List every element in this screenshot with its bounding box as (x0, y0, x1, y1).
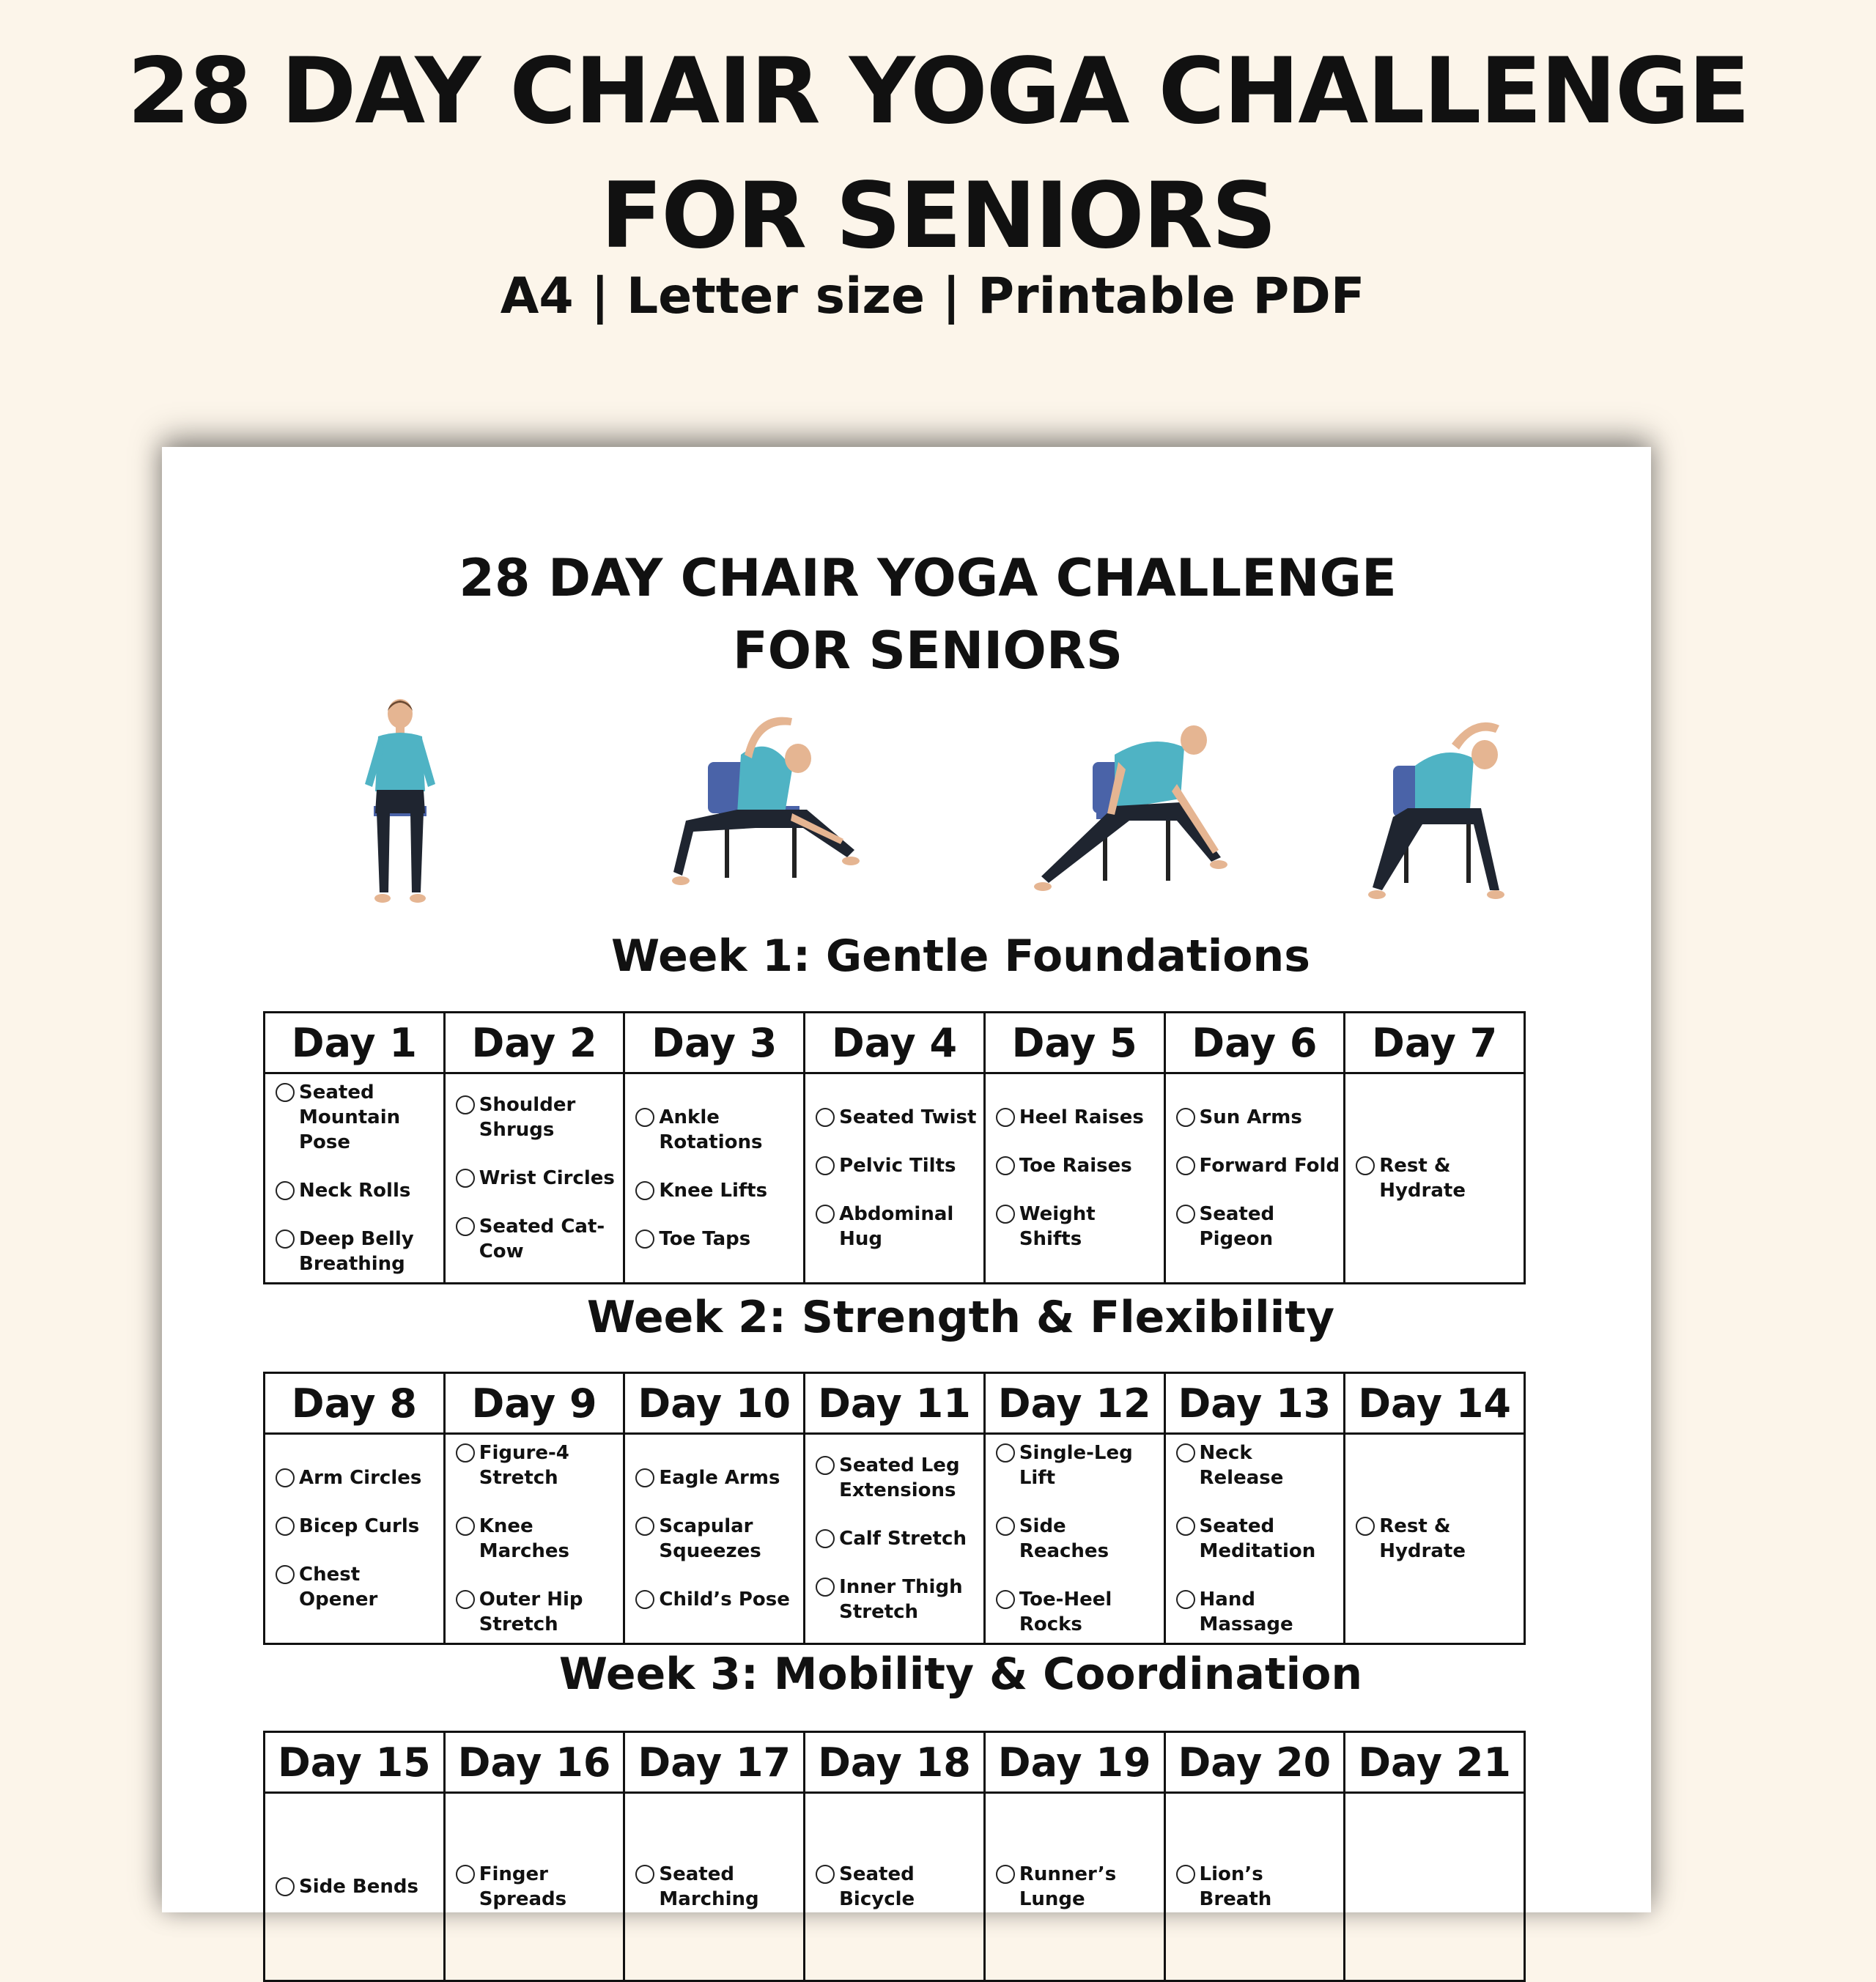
day-cell (624, 1434, 805, 1644)
task-label: Neck Release (1199, 1442, 1284, 1489)
task-checkbox[interactable] (276, 1877, 295, 1896)
task-label: Runner’s Lunge (1019, 1863, 1117, 1910)
sheet-title-line-1: 28 DAY CHAIR YOGA CHALLENGE (459, 548, 1397, 608)
week-2-title: Week 2: Strength & Flexibility (586, 1292, 1335, 1343)
task-checkbox[interactable] (1356, 1517, 1375, 1536)
week-1-title: Week 1: Gentle Foundations (611, 931, 1310, 982)
day-header: Day 8 (265, 1373, 445, 1434)
task-checkbox[interactable] (456, 1517, 475, 1536)
day-cell (805, 1073, 985, 1284)
task-checkbox[interactable] (635, 1181, 654, 1200)
task-label: Side Reaches (1019, 1515, 1109, 1562)
task-checkbox[interactable] (996, 1865, 1015, 1884)
task-row (265, 1434, 1525, 1644)
day-header: Day 6 (1164, 1013, 1345, 1073)
task-checkbox[interactable] (996, 1205, 1015, 1224)
hero-subtitle: A4 | Letter size | Printable PDF (500, 267, 1365, 325)
task-checkbox[interactable] (635, 1590, 654, 1609)
task-checkbox[interactable] (996, 1443, 1015, 1463)
task-item[interactable] (1176, 1862, 1343, 1912)
task-checkbox[interactable] (456, 1217, 475, 1236)
task-row (265, 1793, 1525, 1981)
day-header: Day 16 (444, 1732, 624, 1793)
task-label: Chest Opener (299, 1564, 378, 1611)
day-cell (984, 1793, 1164, 1981)
task-label: Seated Bicycle (839, 1863, 915, 1910)
day-cell (805, 1793, 985, 1981)
task-label: Inner Thigh Stretch (839, 1576, 963, 1623)
task-item[interactable] (456, 1862, 622, 1912)
task-item[interactable] (635, 1227, 802, 1251)
task-item[interactable] (456, 1514, 622, 1564)
day-header: Day 11 (805, 1373, 985, 1434)
seated-side-lunge-stretch-illustration (1027, 711, 1232, 909)
task-label: Figure-4 Stretch (479, 1442, 569, 1489)
task-checkbox[interactable] (816, 1156, 835, 1175)
task-label: Hand Massage (1199, 1589, 1293, 1635)
task-item[interactable] (635, 1178, 802, 1203)
week-3-table (263, 1731, 1526, 1982)
task-checkbox[interactable] (1356, 1156, 1375, 1175)
day-cell (1164, 1434, 1345, 1644)
task-item[interactable] (1176, 1105, 1343, 1130)
task-item[interactable] (635, 1465, 802, 1490)
week-1-table (263, 1011, 1526, 1284)
task-item[interactable] (456, 1092, 622, 1142)
task-checkbox[interactable] (276, 1468, 295, 1487)
day-cell (444, 1793, 624, 1981)
day-header: Day 3 (624, 1013, 805, 1073)
day-cell (265, 1434, 445, 1644)
task-checkbox[interactable] (456, 1590, 475, 1609)
task-checkbox[interactable] (456, 1443, 475, 1463)
day-cell (444, 1073, 624, 1284)
task-item[interactable] (816, 1526, 982, 1551)
day-header: Day 14 (1345, 1373, 1525, 1434)
task-item[interactable] (816, 1862, 982, 1912)
hero-title-line-1: 28 DAY CHAIR YOGA CHALLENGE (127, 39, 1749, 144)
task-checkbox[interactable] (1176, 1590, 1195, 1609)
task-item[interactable] (996, 1587, 1162, 1637)
task-label: Ankle Rotations (659, 1106, 763, 1153)
task-item[interactable] (996, 1153, 1162, 1178)
task-label: Seated Mountain Pose (299, 1081, 401, 1153)
task-item[interactable] (456, 1441, 622, 1490)
task-label: Lion’s Breath (1199, 1863, 1272, 1910)
task-row (265, 1073, 1525, 1284)
task-item[interactable] (1176, 1202, 1343, 1251)
day-cell (1345, 1793, 1525, 1981)
task-checkbox[interactable] (816, 1205, 835, 1224)
day-header: Day 10 (624, 1373, 805, 1434)
task-checkbox[interactable] (1176, 1517, 1195, 1536)
task-item[interactable] (456, 1587, 622, 1637)
day-cell (984, 1073, 1164, 1284)
task-item[interactable] (276, 1465, 442, 1490)
task-checkbox[interactable] (276, 1517, 295, 1536)
task-checkbox[interactable] (635, 1865, 654, 1884)
task-checkbox[interactable] (635, 1517, 654, 1536)
hero-title-line-2: FOR SENIORS (600, 163, 1276, 269)
task-item[interactable] (635, 1587, 802, 1612)
task-checkbox[interactable] (1176, 1156, 1195, 1175)
task-item[interactable] (276, 1514, 442, 1539)
task-checkbox[interactable] (996, 1108, 1015, 1127)
day-cell (1345, 1434, 1525, 1644)
day-header: Day 13 (1164, 1373, 1345, 1434)
task-checkbox[interactable] (816, 1578, 835, 1597)
task-label: Child’s Pose (659, 1589, 790, 1611)
day-cell (265, 1073, 445, 1284)
day-header: Day 1 (265, 1013, 445, 1073)
task-label: Finger Spreads (479, 1863, 567, 1910)
week-2-table (263, 1372, 1526, 1645)
task-item[interactable] (1356, 1514, 1522, 1564)
task-checkbox[interactable] (456, 1865, 475, 1884)
day-header: Day 18 (805, 1732, 985, 1793)
day-header: Day 17 (624, 1732, 805, 1793)
task-item[interactable] (996, 1105, 1162, 1130)
task-label: Knee Lifts (659, 1180, 768, 1202)
day-header-row (265, 1013, 1525, 1073)
task-item[interactable] (276, 1080, 442, 1155)
task-checkbox[interactable] (816, 1865, 835, 1884)
task-item[interactable] (816, 1575, 982, 1624)
task-label: Heel Raises (1019, 1106, 1144, 1128)
task-item[interactable] (276, 1178, 442, 1203)
task-checkbox[interactable] (1176, 1108, 1195, 1127)
task-label: Wrist Circles (479, 1167, 615, 1189)
task-checkbox[interactable] (456, 1095, 475, 1114)
day-cell (984, 1434, 1164, 1644)
task-checkbox[interactable] (996, 1517, 1015, 1536)
task-checkbox[interactable] (635, 1468, 654, 1487)
week-3-title: Week 3: Mobility & Coordination (558, 1649, 1363, 1700)
task-label: Deep Belly Breathing (299, 1228, 414, 1275)
task-label: Toe-Heel Rocks (1019, 1589, 1112, 1635)
day-cell (1164, 1793, 1345, 1981)
task-checkbox[interactable] (276, 1083, 295, 1102)
task-checkbox[interactable] (635, 1108, 654, 1127)
task-checkbox[interactable] (816, 1456, 835, 1475)
task-item[interactable] (635, 1862, 802, 1912)
task-checkbox[interactable] (456, 1169, 475, 1188)
task-item[interactable] (996, 1441, 1162, 1490)
task-label: Calf Stretch (839, 1528, 967, 1550)
task-label: Toe Raises (1019, 1155, 1132, 1177)
task-item[interactable] (816, 1453, 982, 1503)
task-checkbox[interactable] (276, 1181, 295, 1200)
task-item[interactable] (1176, 1514, 1343, 1564)
task-checkbox[interactable] (635, 1229, 654, 1249)
task-label: Seated Meditation (1199, 1515, 1316, 1562)
task-checkbox[interactable] (1176, 1205, 1195, 1224)
printable-sheet (162, 447, 1651, 1912)
task-label: Neck Rolls (299, 1180, 411, 1202)
day-cell (444, 1434, 624, 1644)
task-item[interactable] (635, 1514, 802, 1564)
task-label: Weight Shifts (1019, 1203, 1096, 1250)
day-header: Day 2 (444, 1013, 624, 1073)
seated-side-stretch-left-illustration (1364, 714, 1532, 909)
day-header-row (265, 1732, 1525, 1793)
day-header: Day 21 (1345, 1732, 1525, 1793)
task-label: Abdominal Hug (839, 1203, 954, 1250)
task-item[interactable] (816, 1202, 982, 1251)
day-header: Day 9 (444, 1373, 624, 1434)
task-label: Seated Leg Extensions (839, 1454, 960, 1501)
task-label: Arm Circles (299, 1467, 422, 1489)
task-checkbox[interactable] (996, 1156, 1015, 1175)
task-item[interactable] (276, 1874, 442, 1899)
hero-title (0, 29, 1876, 278)
task-checkbox[interactable] (1176, 1865, 1195, 1884)
task-item[interactable] (1176, 1587, 1343, 1637)
task-checkbox[interactable] (816, 1529, 835, 1548)
day-header: Day 7 (1345, 1013, 1525, 1073)
task-item[interactable] (456, 1214, 622, 1264)
day-header: Day 4 (805, 1013, 985, 1073)
task-label: Sun Arms (1199, 1106, 1302, 1128)
day-header: Day 20 (1164, 1732, 1345, 1793)
task-item[interactable] (456, 1166, 622, 1191)
task-checkbox[interactable] (276, 1229, 295, 1249)
task-label: Seated Cat-Cow (479, 1216, 605, 1262)
task-label: Seated Twist (839, 1106, 977, 1128)
task-item[interactable] (996, 1514, 1162, 1564)
day-cell (805, 1434, 985, 1644)
task-item[interactable] (1176, 1153, 1343, 1178)
task-item[interactable] (276, 1227, 442, 1276)
task-label: Pelvic Tilts (839, 1155, 956, 1177)
task-checkbox[interactable] (1176, 1443, 1195, 1463)
task-checkbox[interactable] (276, 1565, 295, 1584)
seated-mountain-pose-illustration (349, 696, 451, 909)
day-header: Day 19 (984, 1732, 1164, 1793)
day-cell (1164, 1073, 1345, 1284)
task-checkbox[interactable] (816, 1108, 835, 1127)
task-label: Bicep Curls (299, 1515, 420, 1537)
task-item[interactable] (996, 1202, 1162, 1251)
task-label: Toe Taps (659, 1228, 751, 1250)
task-label: Knee Marches (479, 1515, 569, 1562)
task-label: Rest & Hydrate (1379, 1155, 1466, 1202)
task-item[interactable] (635, 1105, 802, 1155)
task-item[interactable] (1356, 1153, 1522, 1203)
task-label: Scapular Squeezes (659, 1515, 761, 1562)
day-cell (265, 1793, 445, 1981)
task-label: Seated Marching (659, 1863, 759, 1910)
task-label: Single-Leg Lift (1019, 1442, 1133, 1489)
task-label: Seated Pigeon (1199, 1203, 1275, 1250)
task-item[interactable] (1176, 1441, 1343, 1490)
day-header-row (265, 1373, 1525, 1434)
task-item[interactable] (276, 1562, 442, 1612)
day-cell (624, 1793, 805, 1981)
task-item[interactable] (816, 1105, 982, 1130)
seated-side-stretch-right-illustration (668, 703, 880, 909)
sheet-title-line-2: FOR SENIORS (732, 621, 1123, 681)
task-label: Rest & Hydrate (1379, 1515, 1466, 1562)
sheet-title (162, 542, 1694, 687)
task-item[interactable] (996, 1862, 1162, 1912)
day-header: Day 12 (984, 1373, 1164, 1434)
task-label: Side Bends (299, 1876, 418, 1898)
day-header: Day 5 (984, 1013, 1164, 1073)
task-item[interactable] (816, 1153, 982, 1178)
task-label: Shoulder Shrugs (479, 1094, 576, 1141)
day-cell (624, 1073, 805, 1284)
task-checkbox[interactable] (996, 1590, 1015, 1609)
task-label: Eagle Arms (659, 1467, 780, 1489)
task-label: Forward Fold (1199, 1155, 1340, 1177)
day-header: Day 15 (265, 1732, 445, 1793)
day-cell (1345, 1073, 1525, 1284)
task-label: Outer Hip Stretch (479, 1589, 583, 1635)
